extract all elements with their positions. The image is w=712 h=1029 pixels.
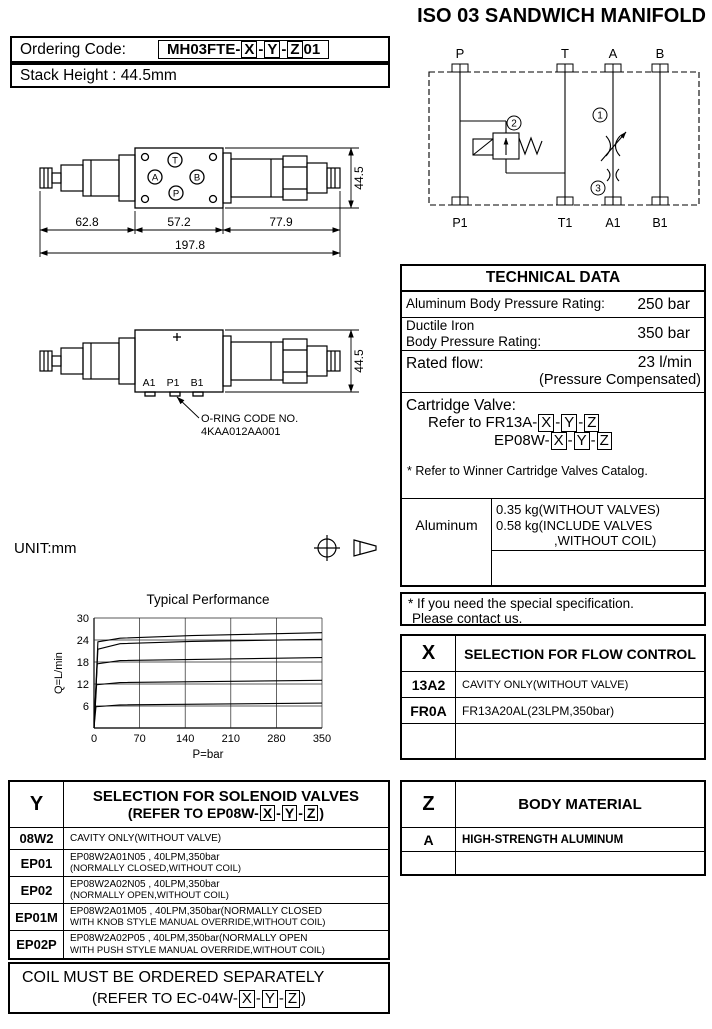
table-row: [10, 850, 388, 877]
x-row-desc: CAVITY ONLY(WITHOUT VALVE): [462, 678, 629, 691]
chart-xlabel: P=bar: [192, 749, 224, 761]
coil-note-box: [8, 962, 390, 1014]
y-table-header: [10, 782, 388, 828]
dim-44-5-top: 44.5: [352, 166, 366, 190]
svg-text:30: 30: [76, 613, 89, 625]
table-row: [10, 904, 388, 931]
solenoid-assembly: [40, 155, 135, 201]
table-row: [10, 931, 388, 958]
dim-197-8: 197.8: [174, 238, 206, 252]
flow-curve-q7: [94, 703, 322, 728]
ductile-pressure-row: [402, 318, 704, 351]
side-port-a1: A1: [142, 377, 156, 389]
y-table-key: Y: [10, 782, 64, 827]
item-3: 3: [595, 183, 601, 195]
svg-text:280: 280: [267, 733, 286, 745]
port-label-b: B: [655, 46, 665, 61]
cartridge-assembly: [223, 336, 340, 386]
schematic-bottom-port-labels: [452, 216, 667, 230]
dim-57-2: 57.2: [167, 215, 191, 229]
technical-data-title: TECHNICAL DATA: [402, 266, 704, 292]
ductile-pressure-value: 350 bar: [637, 325, 690, 342]
table-row: [10, 828, 388, 850]
special-note-line1: * If you need the special specification.: [408, 596, 634, 611]
ordering-code-box: [10, 36, 390, 63]
aluminum-pressure-label: Aluminum Body Pressure Rating:: [406, 296, 605, 312]
item-balloons: [507, 108, 607, 195]
body-port-b: B: [193, 172, 201, 184]
y-row-code: EP02P: [10, 931, 64, 958]
z-table-key: Z: [402, 782, 456, 827]
oring-note-line2: 4KAA012AA001: [201, 426, 281, 438]
chart-ylabel: Q=L/min: [53, 652, 65, 694]
port-label-t1: T1: [557, 216, 573, 230]
y-row-desc: EP08W2A02N05 , 40LPM,350bar (NORMALLY OPEN,WITHOUT COIL): [70, 878, 229, 902]
side-port-b1: B1: [190, 377, 204, 389]
side-port-labels: [143, 377, 204, 389]
projection-symbol-icon: [312, 530, 384, 566]
special-note-box: [400, 592, 706, 626]
port-label-a1: A1: [605, 216, 621, 230]
cartridge-assembly: [223, 153, 340, 203]
port-label-b1: B1: [652, 216, 668, 230]
x-table-title: SELECTION FOR FLOW CONTROL: [464, 645, 696, 662]
side-port-p1: P1: [166, 377, 180, 389]
y-selection-table: [8, 780, 390, 960]
weight-line3: ,WITHOUT COIL): [554, 533, 657, 548]
x-table-key: X: [402, 636, 456, 671]
rated-flow-value: 23 l/min: [637, 354, 692, 371]
svg-text:140: 140: [176, 733, 195, 745]
y-row-desc: EP08W2A01N05 , 40LPM,350bar (NORMALLY CLOSED,WITHOUT COIL): [70, 851, 242, 875]
coil-note-line2: (REFER TO EC-04W- X - Y - Z ): [91, 990, 307, 1007]
y-row-code: EP02: [10, 877, 64, 903]
rated-flow-note: (Pressure Compensated): [539, 372, 701, 388]
coil-note-line1: COIL MUST BE ORDERED SEPARATELY: [22, 969, 325, 986]
ductile-label-line1: Ductile Iron: [406, 317, 475, 333]
weight-values: [492, 499, 704, 585]
y-table-title-line2: (REFER TO EP08W- X - Y - Z ): [127, 804, 325, 821]
cartridge-ref-fr13a: Refer to FR13A- X - Y - Z: [402, 414, 704, 432]
cartridge-ref-ep08w: EP08W- X - Y - Z: [402, 432, 704, 450]
y-table-title: [64, 782, 388, 827]
flow-curve-q24: [94, 639, 322, 728]
svg-text:210: 210: [221, 733, 240, 745]
rated-flow-label: Rated flow:: [406, 355, 484, 372]
table-row: [402, 698, 704, 724]
drawing-side-view: [25, 318, 395, 453]
item-1: 1: [597, 110, 603, 122]
manifold-boundary: [429, 72, 699, 205]
svg-text:0: 0: [90, 733, 98, 745]
body-port-labels: [152, 156, 200, 200]
hydraulic-schematic: [415, 42, 710, 257]
ductile-label-line2: Body Pressure Rating:: [406, 334, 542, 349]
y-row-code: 08W2: [10, 828, 64, 849]
z-table-header: [402, 782, 704, 828]
aluminum-pressure-value: 250 bar: [637, 295, 690, 313]
page-title: ISO 03 SANDWICH MANIFOLD: [417, 5, 706, 27]
port-label-t: T: [561, 46, 569, 61]
body-port-a: A: [151, 172, 159, 184]
cartridge-catalog-note: * Refer to Winner Cartridge Valves Catalog.: [407, 464, 648, 478]
table-row-empty: [402, 724, 704, 758]
chart-title: Typical Performance: [146, 592, 270, 607]
technical-data-table: [400, 264, 706, 587]
x-table-header: [402, 636, 704, 672]
weight-row: [402, 499, 704, 585]
svg-text:70: 70: [133, 733, 146, 745]
x-row-code: FR0A: [402, 698, 456, 723]
dim-62-8: 62.8: [75, 215, 99, 229]
svg-text:350: 350: [312, 733, 332, 745]
table-row: [402, 672, 704, 698]
svg-text:24: 24: [76, 635, 89, 647]
svg-text:18: 18: [76, 657, 89, 669]
ductile-pressure-label: [406, 318, 541, 350]
cartridge-valve-label: Cartridge Valve:: [406, 397, 516, 414]
z-table-title: BODY MATERIAL: [518, 796, 642, 813]
drawing-top-view: [25, 135, 395, 270]
y-row-desc: EP08W2A01M05 , 40LPM,350bar(NORMALLY CLOSED WITH KNOB STYLE MANUAL OVERRIDE,WITHOUT COIL): [70, 905, 326, 929]
table-row: [402, 828, 704, 852]
aluminum-pressure-row: [402, 292, 704, 318]
special-note-line2: Please contact us.: [412, 611, 523, 626]
table-row: [10, 877, 388, 904]
y-row-code: EP01: [10, 850, 64, 876]
schematic-top-port-labels: [456, 46, 665, 61]
z-row-code: A: [402, 828, 456, 851]
port-label-p: P: [455, 46, 465, 61]
weight-material: Aluminum: [402, 499, 492, 585]
port-symbols: [452, 64, 668, 205]
y-row-code: EP01M: [10, 904, 64, 930]
dim-44-5-side: 44.5: [352, 349, 366, 373]
oring-note-line1: O-RING CODE NO.: [201, 413, 299, 425]
x-row-desc: FR13A20AL(23LPM,350bar): [462, 703, 615, 718]
item-2: 2: [511, 118, 517, 130]
port-label-a: A: [608, 46, 618, 61]
dim-77-9: 77.9: [269, 215, 293, 229]
ordering-code-value: MH03FTE- X - Y - Z 01: [158, 40, 329, 59]
x-row-code: 13A2: [402, 672, 456, 697]
ordering-code-label: Ordering Code:: [20, 40, 126, 58]
body-port-p: P: [172, 188, 180, 200]
dimension-lines: [177, 330, 359, 418]
weight-line2: 0.58 kg(INCLUDE VALVES: [496, 517, 653, 533]
port-label-p1: P1: [452, 216, 468, 230]
svg-text:6: 6: [82, 701, 89, 713]
weight-line1: 0.35 kg(WITHOUT VALVES): [496, 502, 660, 517]
z-selection-table: [400, 780, 706, 876]
svg-text:12: 12: [76, 679, 89, 691]
solenoid-assembly: [40, 338, 135, 384]
weight-block: [492, 499, 704, 551]
body-port-t: T: [172, 155, 178, 167]
y-row-desc: EP08W2A02P05 , 40LPM,350bar(NORMALLY OPEN WITH PUSH STYLE MANUAL OVERRIDE,WITHOUT COIL): [70, 933, 325, 956]
flow-curve-q19: [94, 658, 322, 728]
x-selection-table: [400, 634, 706, 760]
unit-note: UNIT:mm: [14, 540, 77, 557]
cartridge-valve-row: [402, 393, 704, 499]
table-row-empty: [402, 852, 704, 874]
stack-height-note: Stack Height : 44.5mm: [10, 63, 390, 88]
y-table-title-line1: SELECTION FOR SOLENOID VALVES: [92, 787, 360, 805]
performance-chart: [28, 588, 393, 773]
rated-flow-row: [402, 351, 704, 393]
z-row-desc: HIGH-STRENGTH ALUMINUM: [462, 833, 624, 846]
y-row-desc: CAVITY ONLY(WITHOUT VALVE): [70, 832, 222, 844]
